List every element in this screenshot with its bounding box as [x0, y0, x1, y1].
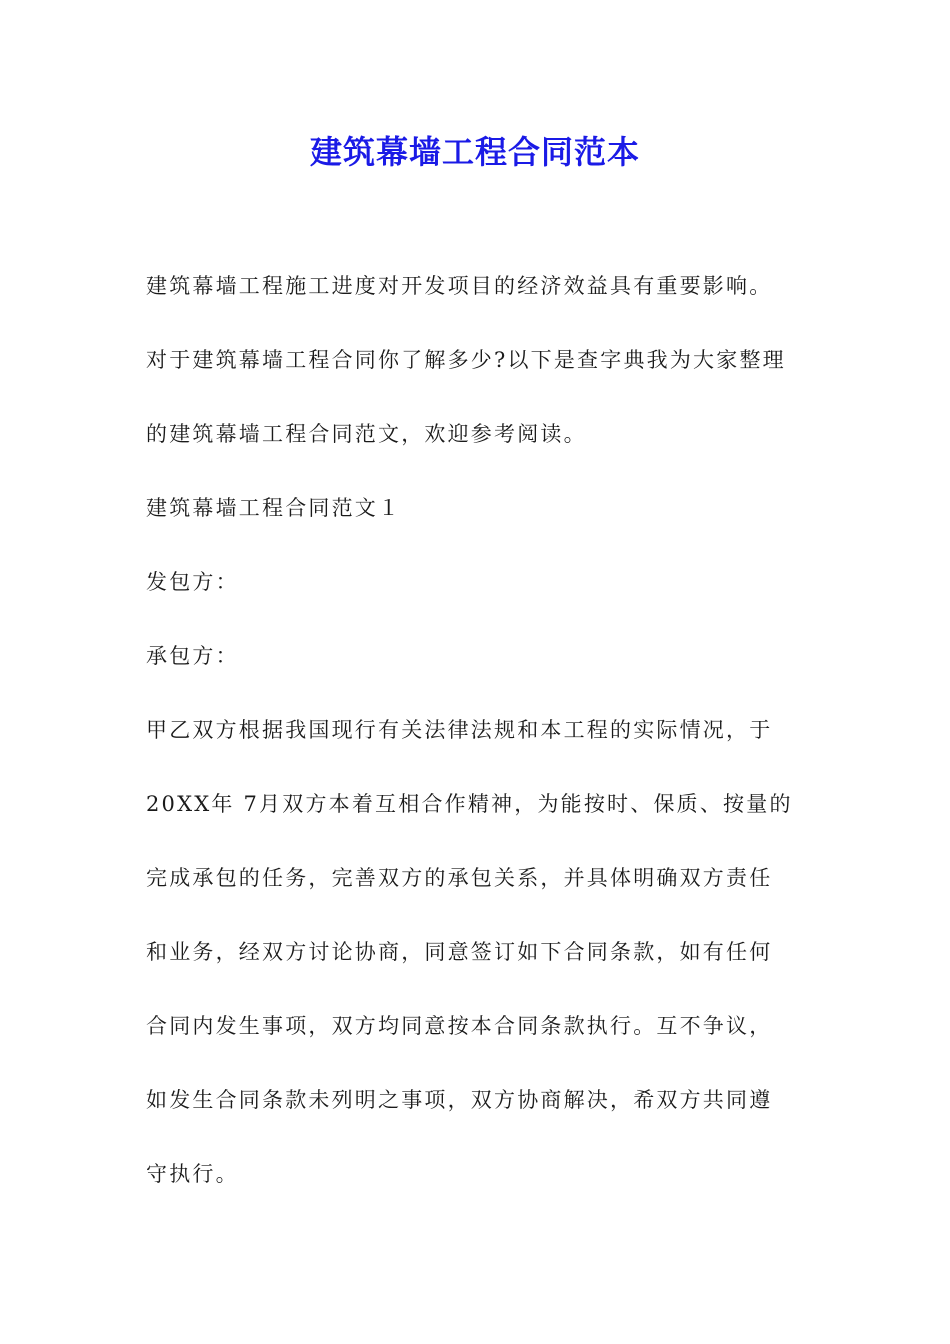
page-title: 建筑幕墙工程合同范本	[309, 133, 640, 171]
clause-line-4: 和业务，经双方讨论协商，同意签订如下合同条款，如有任何	[146, 940, 773, 964]
intro-line-1: 建筑幕墙工程施工进度对开发项目的经济效益具有重要影响。	[146, 274, 773, 298]
clause-line-7: 守执行。	[146, 1162, 239, 1186]
employer-field: 发包方：	[146, 570, 239, 594]
document-body	[146, 263, 811, 1225]
contractor-field: 承包方：	[146, 644, 239, 668]
clause-line-3: 完成承包的任务，完善双方的承包关系，并具体明确双方责任	[146, 866, 773, 890]
section-heading: 建筑幕墙工程合同范文１	[146, 496, 402, 520]
clause-line-6: 如发生合同条款未列明之事项，双方协商解决，希双方共同遵	[146, 1088, 773, 1112]
intro-line-3: 的建筑幕墙工程合同范文，欢迎参考阅读。	[146, 422, 587, 446]
clause-line-1: 甲乙双方根据我国现行有关法律法规和本工程的实际情况，于	[146, 718, 773, 742]
intro-line-2: 对于建筑幕墙工程合同你了解多少?以下是查字典我为大家整理	[146, 348, 786, 372]
clause-line-2: 20XX年 7月双方本着互相合作精神，为能按时、保质、按量的	[146, 792, 793, 816]
clause-line-5: 合同内发生事项，双方均同意按本合同条款执行。互不争议，	[146, 1014, 773, 1038]
